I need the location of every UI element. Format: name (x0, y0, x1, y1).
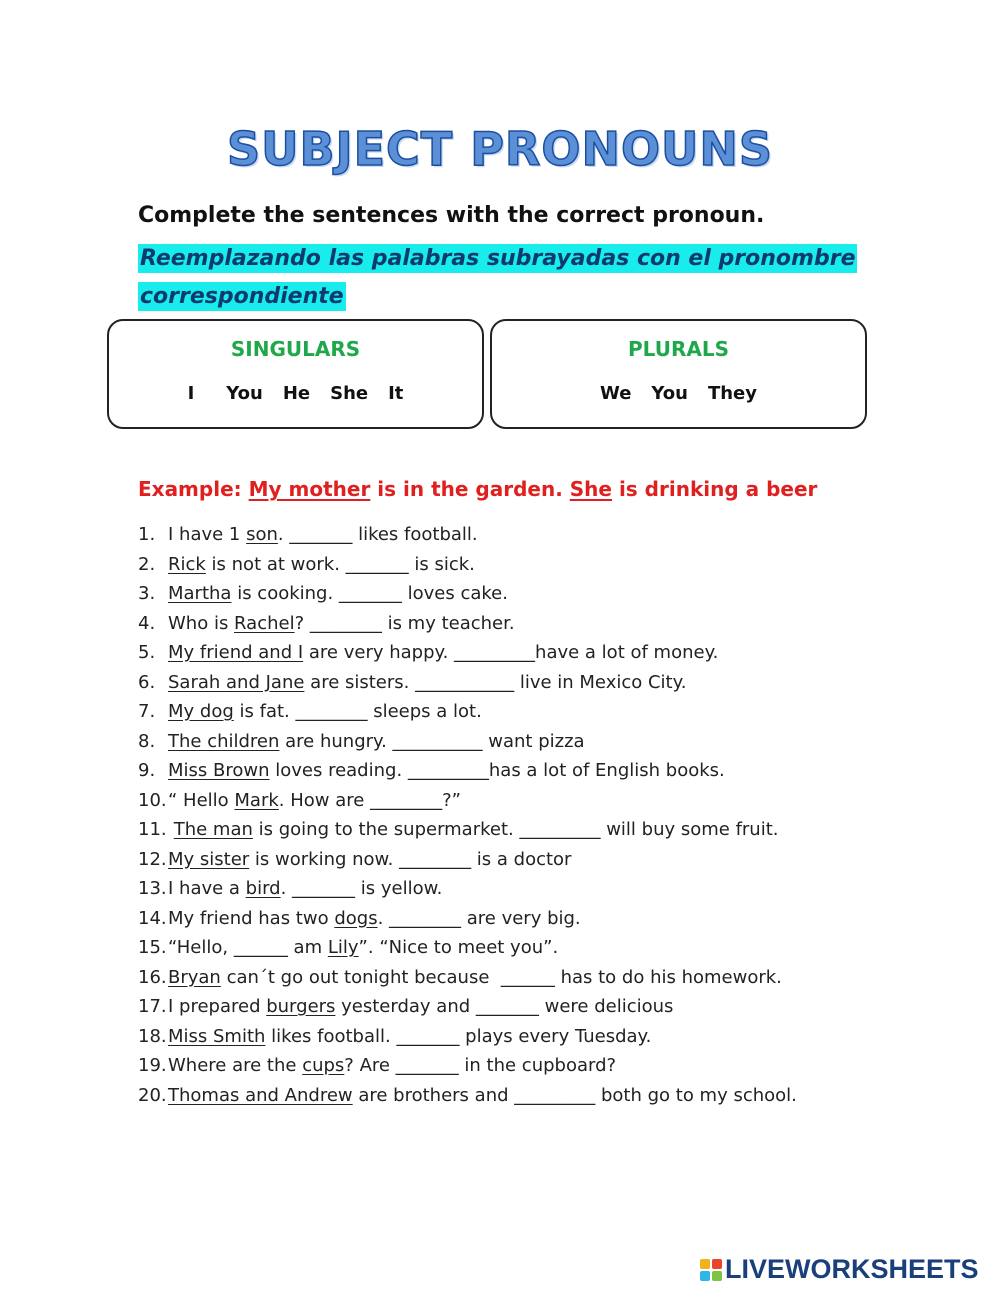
sentence-text: is working now. ________ is a doctor (249, 848, 572, 870)
pronoun-she: She (330, 383, 369, 404)
exercise-item (138, 904, 898, 934)
underlined-subject: Lily (327, 937, 359, 958)
exercise-item (138, 609, 898, 639)
page-title: SUBJECT PRONOUNS (226, 122, 774, 176)
instruction-spanish-text: Reemplazando las palabras subrayadas con el pronombre correspondiente (140, 246, 856, 309)
pronoun-i: I (187, 383, 195, 404)
exercise-item (138, 1081, 898, 1111)
exercise-number: 2. (138, 553, 156, 575)
sentence-text: is cooking. _______ loves cake. (231, 583, 508, 604)
pronoun-they: They (707, 383, 758, 404)
underlined-subject: Sarah and Jane (168, 671, 305, 693)
sentence-text: is going to the supermarket. _________ will buy some fruit. (252, 819, 779, 840)
singulars-box (107, 319, 484, 429)
pronoun-it: It (388, 383, 404, 404)
exercise-number: 4. (138, 612, 156, 634)
sentence-text: . ________ are very big. (377, 907, 581, 929)
pronoun-he: He (282, 383, 311, 404)
sentence-text: . _______ is yellow. (280, 878, 443, 899)
sentence-text: can´t go out tonight because ______ has to do his homework. (220, 966, 782, 988)
exercise-number: 16. (138, 966, 167, 988)
instruction-spanish (138, 240, 858, 316)
exercise-list (138, 520, 898, 1110)
underlined-subject: cups (302, 1055, 345, 1076)
underlined-subject: My friend and I (168, 642, 304, 663)
sentence-text: Where are the (168, 1055, 303, 1076)
singulars-list (109, 383, 482, 404)
exercise-number: 5. (138, 642, 156, 663)
exercise-item (138, 550, 898, 580)
exercise-number: 20. (138, 1084, 167, 1106)
exercise-item (138, 697, 898, 727)
underlined-subject: The children (168, 730, 280, 752)
exercise-item (138, 756, 898, 786)
example-text-end: is drinking a beer (611, 477, 818, 501)
sentence-text: yesterday and _______ were delicious (335, 996, 674, 1017)
underlined-subject: Mark (234, 789, 279, 811)
underlined-subject: bird (245, 878, 281, 899)
exercise-number: 15. (138, 937, 167, 958)
underlined-subject: Rick (168, 553, 206, 575)
sentence-text: likes football. _______ plays every Tuesday. (265, 1025, 652, 1047)
sentence-text: ? ________ is my teacher. (294, 612, 515, 634)
exercise-item (138, 874, 898, 904)
exercise-number: 10. (138, 789, 167, 811)
exercise-item (138, 815, 898, 845)
sentence-text: “ Hello (168, 789, 235, 811)
exercise-item (138, 933, 898, 963)
exercise-number: 1. (138, 524, 156, 545)
sentence-text: is not at work. _______ is sick. (205, 553, 475, 575)
underlined-subject: Thomas and Andrew (168, 1084, 353, 1106)
sentence-text: ”. “Nice to meet you”. (358, 937, 559, 958)
example-underlined-subject: My mother (248, 477, 371, 501)
exercise-item (138, 727, 898, 757)
underlined-subject: Miss Brown (168, 760, 270, 781)
liveworksheets-logo-icon (700, 1259, 722, 1281)
exercise-item (138, 963, 898, 993)
sentence-text: Who is (168, 612, 235, 634)
example-label: Example: (138, 477, 242, 501)
sentence-text: are very happy. _________have a lot of money. (303, 642, 719, 663)
sentence-text: My friend has two (168, 907, 335, 929)
exercise-item (138, 638, 898, 668)
sentence-text: are hungry. __________ want pizza (279, 730, 585, 752)
exercise-number: 14. (138, 907, 167, 929)
exercise-number: 18. (138, 1025, 167, 1047)
exercise-item (138, 845, 898, 875)
exercise-number: 3. (138, 583, 156, 604)
plurals-heading: PLURALS (628, 337, 729, 361)
exercise-number: 17. (138, 996, 167, 1017)
plurals-box (490, 319, 867, 429)
sentence-text: are sisters. ___________ live in Mexico City. (304, 671, 687, 693)
example-pronoun: She (569, 477, 612, 501)
sentence-text: I have 1 (168, 524, 247, 545)
exercise-item (138, 520, 898, 550)
sentence-text: I prepared (168, 996, 267, 1017)
sentence-text: loves reading. _________has a lot of English books. (269, 760, 725, 781)
exercise-number: 9. (138, 760, 156, 781)
plurals-list (492, 383, 865, 404)
sentence-text: . _______ likes football. (277, 524, 478, 545)
exercise-number: 13. (138, 878, 167, 899)
underlined-subject: Miss Smith (168, 1025, 266, 1047)
liveworksheets-logo (700, 1254, 979, 1285)
exercise-number: 6. (138, 671, 156, 693)
exercise-number: 12. (138, 848, 167, 870)
instruction-english: Complete the sentences with the correct pronoun. (138, 203, 765, 228)
singulars-heading: SINGULARS (230, 337, 361, 361)
underlined-subject: Bryan (168, 966, 221, 988)
example-text: is in the garden. (370, 477, 570, 501)
underlined-subject: My sister (168, 848, 250, 870)
underlined-subject: Martha (168, 583, 232, 604)
logo-text: LIVEWORKSHEETS (725, 1254, 979, 1284)
pronoun-you-plural: You (651, 383, 688, 404)
exercise-item (138, 668, 898, 698)
sentence-text: is fat. ________ sleeps a lot. (233, 701, 482, 722)
exercise-number: 7. (138, 701, 156, 722)
underlined-subject: son (246, 524, 278, 545)
sentence-text: ? Are _______ in the cupboard? (344, 1055, 617, 1076)
exercise-item (138, 992, 898, 1022)
pronoun-you: You (226, 383, 263, 404)
sentence-text: . How are ________?” (278, 789, 461, 811)
sentence-text: “Hello, ______ am (168, 937, 328, 958)
exercise-item (138, 786, 898, 816)
underlined-subject: burgers (266, 996, 336, 1017)
exercise-item (138, 1022, 898, 1052)
pronoun-we: We (599, 383, 632, 404)
exercise-number: 19. (138, 1055, 167, 1076)
sentence-text: I have a (168, 878, 246, 899)
underlined-subject: Rachel (234, 612, 295, 634)
exercise-item (138, 579, 898, 609)
exercise-number: 11. (138, 819, 167, 840)
underlined-subject: dogs (334, 907, 378, 929)
exercise-number: 8. (138, 730, 156, 752)
underlined-subject: The man (173, 819, 253, 840)
sentence-text: are brothers and _________ both go to my school. (352, 1084, 797, 1106)
underlined-subject: My dog (168, 701, 234, 722)
exercise-item (138, 1051, 898, 1081)
example-sentence (138, 477, 817, 501)
